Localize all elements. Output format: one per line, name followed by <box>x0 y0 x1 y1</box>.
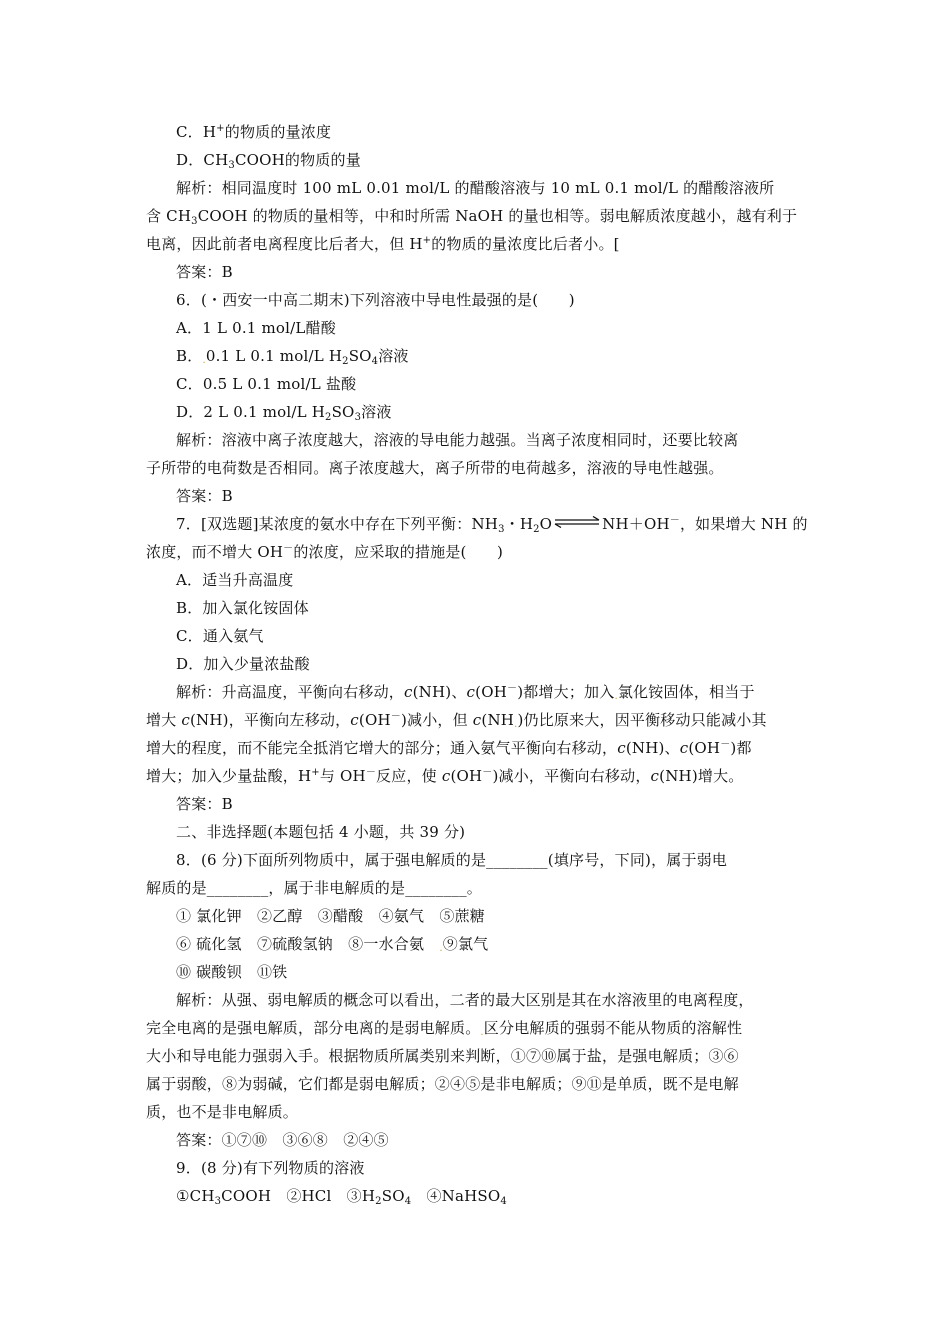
text: 的浓度，应采取的措施是( ) <box>293 543 504 561</box>
question-6: 6．(・西安一中高二期末)下列溶液中导电性最强的是( ) <box>176 291 575 309</box>
text: 增大 <box>146 711 182 729</box>
substance-list: ① 氯化钾 ②乙醇 ③醋酸 ④氨气 ⑤蔗糖 <box>176 907 485 925</box>
option-b-line: B．加入氯化铵固体 <box>176 599 309 617</box>
superscript: － <box>390 711 401 722</box>
text: c <box>472 711 482 729</box>
answer-line: 答案：B <box>176 263 233 281</box>
text: c <box>617 739 626 757</box>
text: B． <box>176 347 203 365</box>
text: c <box>441 767 451 785</box>
substance-list <box>176 934 836 957</box>
subscript: 3 <box>498 524 505 535</box>
equilibrium-arrow-icon <box>553 516 601 528</box>
superscript: － <box>669 515 680 526</box>
text: SO <box>381 1187 405 1205</box>
analysis-line: 解析：从强、弱电解质的概念可以看出，二者的最大区别是其在水溶液里的电离程度， <box>176 991 754 1009</box>
text: (NH)、 <box>625 739 680 757</box>
text: 增大的程度，而不能完全抵消它增大的部分；通入氨气平衡向右移动， <box>146 739 618 757</box>
subscript: 3 <box>191 216 198 227</box>
text: 含 CH <box>146 207 192 225</box>
text: (NH)，平衡向左移动， <box>189 711 351 729</box>
mark-dot: . <box>202 355 206 366</box>
text: 的物质的量浓度 <box>224 123 332 141</box>
superscript: － <box>507 683 518 694</box>
text: D．CH <box>176 151 229 169</box>
option-a-line: A．1 L 0.1 mol/L醋酸 <box>176 319 336 337</box>
text: ⑨氯气 <box>442 935 489 953</box>
superscript: － <box>720 739 731 750</box>
text: 溶液 <box>378 347 409 365</box>
text: ，如果增大 NH 的 <box>679 515 808 533</box>
question-9: 9．(8 分)有下列物质的溶液 <box>176 1159 365 1177</box>
text: )都增大；加入 <box>517 683 615 701</box>
text: )都 <box>730 739 752 757</box>
subscript: 3 <box>214 1196 222 1207</box>
analysis-line <box>146 206 806 226</box>
text: 浓度，而不增大 OH <box>146 543 284 561</box>
analysis-line: 子所带的电荷数是否相同。离子浓度越大，离子所带的电荷越多，溶液的导电性越强。 <box>146 459 724 477</box>
superscript: － <box>365 767 377 778</box>
text: c <box>679 739 689 757</box>
text: ①CH <box>176 1187 215 1205</box>
option-c-line: C．0.5 L 0.1 mol/L 盐酸 <box>176 375 357 393</box>
subscript: 2 <box>533 524 540 535</box>
text: D．2 L 0.1 mol/L H <box>176 403 326 421</box>
text: 反应，使 <box>376 767 442 785</box>
superscript: － <box>283 543 294 554</box>
analysis-line <box>146 738 806 758</box>
subscript: 2 <box>325 412 332 423</box>
text: 解析：升高温度，平衡向右移动， <box>176 683 405 701</box>
substance-list: ⑩ 碳酸钡 ⑪铁 <box>176 963 288 981</box>
text: c <box>404 683 413 701</box>
text: c <box>350 711 359 729</box>
option-d-line <box>176 402 836 422</box>
text: 电离，因此前者电离程度比后者大，但 H <box>146 235 423 253</box>
question-8: 8．(6 分)下面所列物质中，属于强电解质的是________(填序号，下同)，属于弱电 <box>176 851 728 869</box>
question-7 <box>176 514 836 534</box>
option-b-line <box>176 346 836 369</box>
option-d-line <box>176 150 836 170</box>
mark-dot: . <box>614 691 618 702</box>
answer-line: 答案：B <box>176 795 233 813</box>
option-c-line <box>176 122 836 142</box>
option-a-line: A．适当升高温度 <box>176 571 294 589</box>
subscript: 4 <box>371 356 379 367</box>
text: C．H <box>176 123 217 141</box>
text: 区分电解质的强弱不能从物质的溶解性 <box>483 1019 743 1037</box>
superscript: + <box>216 123 225 134</box>
text: c <box>466 683 476 701</box>
text: ⑥ 硫化氢 ⑦硫酸氢钠 ⑧一水合氨 <box>176 935 440 953</box>
analysis-line <box>176 682 836 705</box>
mark-dot: . <box>439 943 443 954</box>
text: (NH)、 <box>412 683 467 701</box>
subscript: 3 <box>228 160 235 171</box>
text: (OH <box>688 739 721 757</box>
text: COOH的物质的量 <box>234 151 361 169</box>
text: (OH <box>450 767 483 785</box>
answer-line: 答案：B <box>176 487 233 505</box>
analysis-line <box>146 1018 806 1041</box>
text: c <box>650 767 660 785</box>
text: 增大；加入少量盐酸，H <box>146 767 312 785</box>
text: SO <box>331 403 355 421</box>
subscript: 2 <box>375 1196 382 1207</box>
text: (OH <box>475 683 507 701</box>
mark-dot: . <box>480 1027 484 1038</box>
text: (NH <box>481 711 515 729</box>
text: )减小，平衡向右移动， <box>492 767 651 785</box>
text: 完全电离的是强电解质，部分电离的是弱电解质。 <box>146 1019 481 1037</box>
solution-list <box>176 1186 836 1206</box>
text: O <box>539 515 553 533</box>
analysis-line <box>146 766 806 786</box>
mark-dot: . <box>514 719 518 730</box>
text: c <box>181 711 190 729</box>
text: (OH <box>358 711 391 729</box>
text: 的物质的量浓度比后者小。[ <box>431 235 620 253</box>
text: ・H <box>504 515 534 533</box>
text: COOH 的物质的量相等，中和时所需 NaOH 的量也相等。弱电解质浓度越小，越有利于 <box>197 207 798 225</box>
superscript: － <box>482 767 493 778</box>
analysis-line: 大小和导电能力强弱入手。根据物质所属类别来判断，①⑦⑩属于盐，是强电解质；③⑥ <box>146 1047 739 1065</box>
text: 溶液 <box>361 403 392 421</box>
superscript: + <box>422 235 432 246</box>
text: )仍比原来大，因平衡移动只能减小其 <box>517 711 767 729</box>
subscript: 4 <box>404 1196 412 1207</box>
analysis-line <box>146 710 806 733</box>
question-8-cont: 解质的是________，属于非电解质的是________。 <box>146 879 483 897</box>
text: NH＋OH <box>602 515 670 533</box>
superscript: + <box>311 767 320 778</box>
section-heading: 二、非选择题(本题包括 4 小题，共 39 分) <box>176 823 466 841</box>
text: )减小，但 <box>400 711 473 729</box>
question-7-cont <box>146 542 806 562</box>
analysis-line: 解析：溶液中离子浓度越大，溶液的导电能力越强。当离子浓度相同时，还要比较离 <box>176 431 739 449</box>
subscript: 3 <box>354 412 362 423</box>
text: 0.1 L 0.1 mol/L H <box>205 347 343 365</box>
option-c-line: C．通入氨气 <box>176 627 264 645</box>
text: SO <box>348 347 372 365</box>
analysis-line: 属于弱酸，⑧为弱碱，它们都是弱电解质；②④⑤是非电解质；⑨⑪是单质，既不是电解 <box>146 1075 739 1093</box>
text: 7．[双选题]某浓度的氨水中存在下列平衡：NH <box>176 515 499 533</box>
analysis-line: 解析：相同温度时 100 mL 0.01 mol/L 的醋酸溶液与 10 mL 0.1 mol/L 的醋酸溶液所 <box>176 179 775 197</box>
option-d-line: D．加入少量浓盐酸 <box>176 655 310 673</box>
text: 与 OH <box>319 767 366 785</box>
text: ④NaHSO <box>411 1187 501 1205</box>
subscript: 2 <box>342 356 349 367</box>
analysis-line <box>146 234 806 254</box>
analysis-line: 质，也不是非电解质。 <box>146 1103 299 1121</box>
answer-line: 答案：①⑦⑩ ③⑥⑧ ②④⑤ <box>176 1131 389 1149</box>
text: (NH)增大。 <box>659 767 744 785</box>
subscript: 4 <box>500 1196 507 1207</box>
text: COOH ②HCl ③H <box>221 1187 376 1205</box>
text: 氯化铵固体，相当于 <box>617 683 755 701</box>
